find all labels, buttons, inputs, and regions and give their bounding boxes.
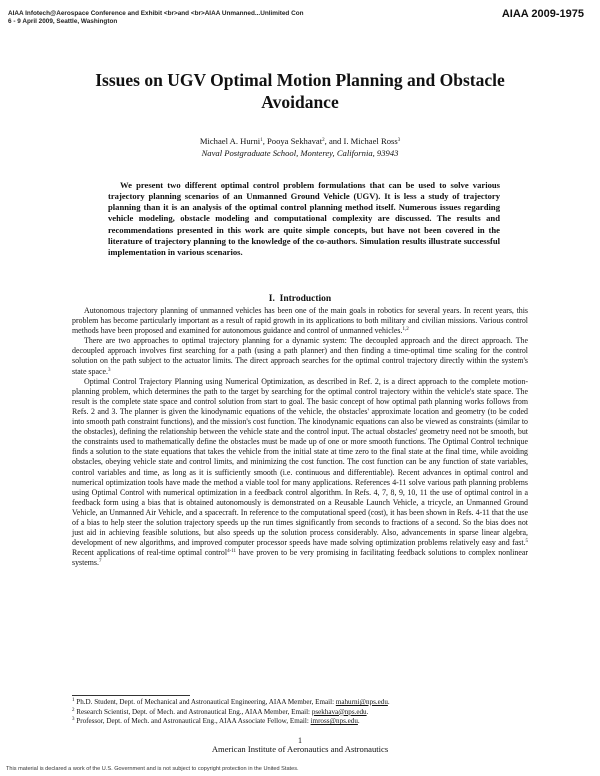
paper-id: AIAA 2009-1975 (501, 8, 584, 20)
citation-mark: 7 (98, 559, 102, 565)
footnote-mark: 3 (72, 717, 75, 723)
conference-line-1: AIAA Infotech@Aerospace Conference and Exhibit <br>and <br>AIAA Unmanned...Unlimited Con (8, 10, 304, 17)
citation-mark: 5 (525, 539, 528, 545)
section-title: Introduction (279, 294, 332, 304)
paragraph-3-text-b: Recent applications of real-time optimal control (72, 548, 228, 558)
citation-mark: 3 (107, 367, 111, 373)
footnote-text: Research Scientist, Dept. of Mech. and Astronautical Eng., AIAA Member, Email: (74, 707, 312, 716)
section-number: I. (268, 294, 275, 304)
paragraph-1-text: Autonomous trajectory planning of unmanned vehicles has been one of the main goals in robotics for several years. In recent years, this problem has become particularly important as a result of rapid growth in its applications to both military and civilian missions. Various control methods have been proposed and examined for autonomous guidance and control of unmanned vehicles. (72, 306, 528, 336)
paragraph-3-text-c: have proven to be very promising in facilitating feedback solutions to complex nonlinear systems. (72, 548, 529, 568)
page-number: 1 (298, 736, 302, 745)
footnote-divider (72, 695, 190, 696)
footnote-mark: 1 (72, 698, 75, 703)
paragraph-3-text-a: Optimal Control Trajectory Planning using Numerical Optimization, as described in Ref. 2, is a direct approach to the complete motion-planning problem, which determines the path to the target by searching for the optimal control trajectory within the vehicle's state space. The result is the complete state space and control solution from start to goal. The basic concept of how optimal path planning works follows from Refs. 2 and 3. The planner is given the kinodynamic equations of the vehicle, the obstacles' approximate location and geometry (to be coded into smooth path constraint functions), and the mission's cost function. The kinodynamic equations can also be viewed as constraints (similar to the obstacles), defining the relationship between the vehicle state and the control input. The actual obstacles' geometry need not be smooth, but the constraints used to mathematically define the obstacles must be made up of one or more smooth functions. The Optimal Control technique finds a solution to the state equations that takes the vehicle from the initial state at time zero to the final state at the final time, while avoiding obstacles, obeying vehicle state and control limits, and minimizing the cost function. The cost function can be any function of state variables, control variables and time, as long as it is sufficiently smooth (i.e. continuous and differentiable). Recent advances in optimal control and numerical optimization tools have made the method a viable tool for many applications. References 4-11 solve various path planning problems using Optimal Control with numerical optimization in a feedback control algorithm. In Refs. 4, 7, 8, 9, 10, 11 the use of optimal control in a feedback form using a bias that is obtained autonomously is demonstrated on a Reusable Launch Vehicle, a tricycle, an Unmanned Ground Vehicle, an Unmanned Air Vehicle, and a spacecraft. In reference to the computational speed (cost), it has been shown in Refs. 4-11 that the use of a bias to help steer the solution trajectory speeds up the run times significantly from seconds to fractions of a second. So the bias does not just aid in achieving feasible solutions, but also speeds up the solution process considerably. Also, advancements in sparse linear algebra, development of new algorithms, and improved computer processor speeds have made solving optimization problems relatively easy and fast. (72, 376, 528, 548)
paper-title: Issues on UGV Optimal Motion Planning and Obstacle Avoidance (95, 70, 505, 112)
citation-mark: 1,2 (402, 327, 409, 333)
footnote-3 (72, 717, 532, 727)
footnote-text: Ph.D. Student, Dept. of Mechanical and Astronautical Engineering, AIAA Member, Email: (74, 698, 336, 706)
email-link[interactable]: imross@nps.edu (310, 717, 358, 726)
paragraph-2-text: There are two approaches to optimal trajectory planning for a dynamic system: The decoupled approach and the direct approach. The decoupled approach involves first searching for a path (using a path planner) and then finding a time-optimal time scaling for the control solution on the path subject to the actuator limits. The direct approach searches for the optimal control trajectory directly within the system's state space. (72, 336, 528, 376)
conference-line-2: 6 - 9 April 2009, Seattle, Washington (8, 18, 118, 25)
author-1: Michael A. Hurni (199, 136, 261, 146)
author-line (60, 136, 540, 147)
footnote-end: . (387, 698, 390, 706)
footnote-1 (72, 698, 532, 708)
section-heading (72, 294, 528, 304)
footnote-mark: 2 (72, 707, 75, 713)
footnote-text: Professor, Dept. of Mech. and Astronautical Eng., AIAA Associate Fellow, Email: (74, 717, 311, 726)
author-3-mark: 3 (397, 138, 401, 143)
paragraph-1 (72, 306, 528, 336)
body-text (72, 306, 528, 568)
email-link[interactable]: mahurni@nps.edu (335, 698, 388, 706)
paragraph-2 (72, 336, 528, 376)
paragraph-3 (72, 377, 528, 569)
footnote-end: . (357, 717, 360, 726)
footnote-2 (72, 708, 532, 718)
affiliation: Naval Postgraduate School, Monterey, California, 93943 (201, 148, 399, 158)
organization: American Institute of Aeronautics and Astronautics (211, 744, 389, 754)
footnotes (72, 698, 532, 727)
email-link[interactable]: psekhava@nps.edu (311, 707, 367, 716)
footnote-end: . (366, 707, 369, 716)
abstract-text: We present two different optimal control problem formulations that can be used to solve various trajectory planning scenarios of an Unmanned Ground Vehicle (UGV). It is less a study of trajectory planning than it is an analysis of the optimal control planning method itself. Numerous issues regarding vehicle modeling, obstacle modeling and computational complexity are discussed. The results and recommendations presented in this work are quite simple concepts, but have not been covered in the literature of trajectory planning to the knowledge of the co-authors. Simulation results illustrate successful implementation in various scenarios. (108, 180, 500, 257)
legal-notice: This material is declared a work of the U.S. Government and is not subject to copyright protection in the United States. (6, 766, 299, 772)
abstract (108, 180, 500, 258)
author-3: , and I. Michael Ross (324, 136, 398, 146)
author-2-mark: 2 (322, 138, 325, 143)
author-2: , Pooya Sekhavat (262, 136, 323, 146)
author-1-mark: 1 (260, 138, 263, 143)
citation-mark: 4-11 (227, 549, 237, 555)
conference-header (8, 10, 304, 26)
